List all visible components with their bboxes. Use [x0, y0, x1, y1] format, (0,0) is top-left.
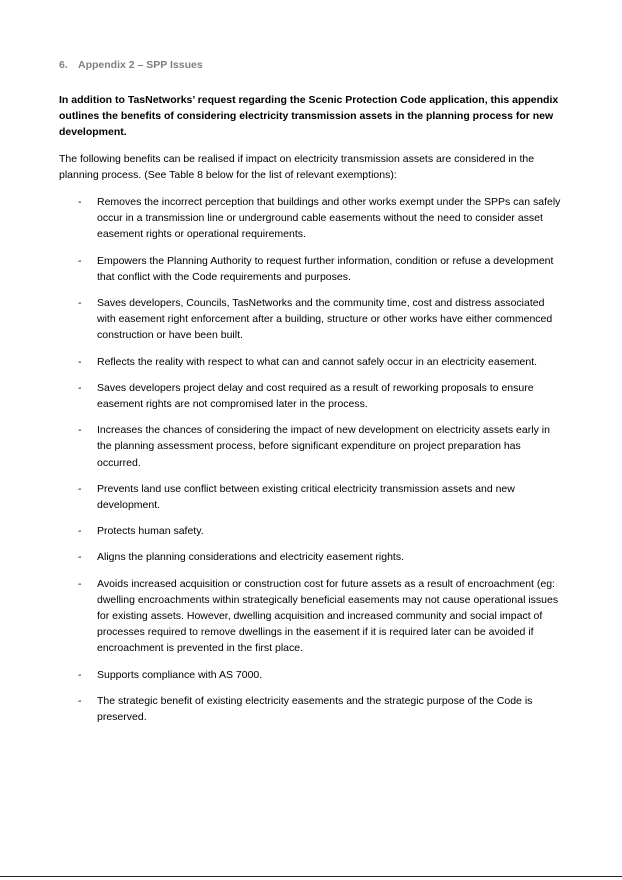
list-item-text: Empowers the Planning Authority to request further information, condition or refuse a development that conflict with the Code requirements and purposes.: [97, 254, 554, 283]
list-item: [0, 549, 622, 565]
list-item-text: Removes the incorrect perception that buildings and other works exempt under the SPPs can safely occur in a transmission line or underground cable easements without the need to consider asset easement rights or operational requirements.: [97, 196, 561, 241]
section-title: Appendix 2 – SPP Issues: [78, 59, 203, 71]
lead-paragraph: The following benefits can be realised if impact on electricity transmission assets are considered in the planning process. (See Table 8 below for the list of relevant exemptions):: [59, 153, 535, 182]
list-item-text: Aligns the planning considerations and electricity easement rights.: [97, 551, 405, 564]
list-item: [0, 667, 622, 683]
list-item-text: The strategic benefit of existing electricity easements and the strategic purpose of the Code is preserved.: [97, 694, 533, 724]
list-item-text: Prevents land use conflict between existing critical electricity transmission assets and new development.: [97, 482, 515, 512]
list-item: [0, 576, 622, 657]
bullet-marker: -: [78, 196, 82, 208]
bullet-marker: -: [78, 254, 82, 267]
bullet-marker: -: [78, 668, 82, 681]
bullet-marker: -: [78, 577, 82, 590]
bullet-marker: -: [78, 297, 82, 310]
bullet-marker: -: [78, 694, 82, 707]
bullet-marker: -: [78, 525, 82, 538]
intro-paragraph: In addition to TasNetworks’ request regarding the Scenic Protection Code application, this appendix outlines the benefits of considering electricity transmission assets in the planning process for new development.: [59, 94, 559, 139]
list-item: [0, 295, 622, 344]
list-item: [0, 481, 622, 513]
bullet-marker: -: [78, 424, 82, 437]
list-item-text: Reflects the reality with respect to what can and cannot safely occur in an electricity easement.: [97, 355, 538, 368]
list-item-text: Supports compliance with AS 7000.: [97, 668, 263, 681]
list-item: [0, 354, 622, 370]
list-item-text: Saves developers, Councils, TasNetworks and the community time, cost and distress associated with easement right enforcement after a building, structure or other works have either commenced construction or have been built.: [97, 297, 553, 342]
bullet-marker: -: [78, 381, 82, 394]
bullet-marker: -: [78, 551, 82, 564]
benefits-list: [0, 194, 622, 735]
list-item: [0, 253, 622, 285]
list-item-text: Increases the chances of considering the impact of new development on electricity assets early in the planning assessment process, before significant expenditure on project preparation has occurred.: [97, 424, 550, 469]
page-bottom-rule: [0, 876, 622, 877]
list-item: [0, 523, 622, 539]
list-item: [0, 194, 622, 243]
list-item-text: Avoids increased acquisition or construction cost for future assets as a result of encroachment (eg: dwelling encroachments within strategically beneficial easements may not cause operational issues for existing assets. However, dwelling acquisition and increased community and social impact of processes required to remove dwellings in the easement if it is required later can be avoided if encroachment is prevented in the first place.: [97, 577, 559, 655]
section-heading: [59, 59, 203, 71]
list-item-text: Protects human safety.: [97, 525, 204, 538]
list-item-text: Saves developers project delay and cost required as a result of reworking proposals to ensure easement rights are not compromised later in the process.: [97, 381, 534, 411]
list-item: [0, 380, 622, 412]
bullet-marker: -: [78, 482, 82, 495]
list-item: [0, 693, 622, 725]
bullet-marker: -: [78, 355, 82, 368]
section-number: 6.: [59, 59, 68, 71]
list-item: [0, 422, 622, 471]
